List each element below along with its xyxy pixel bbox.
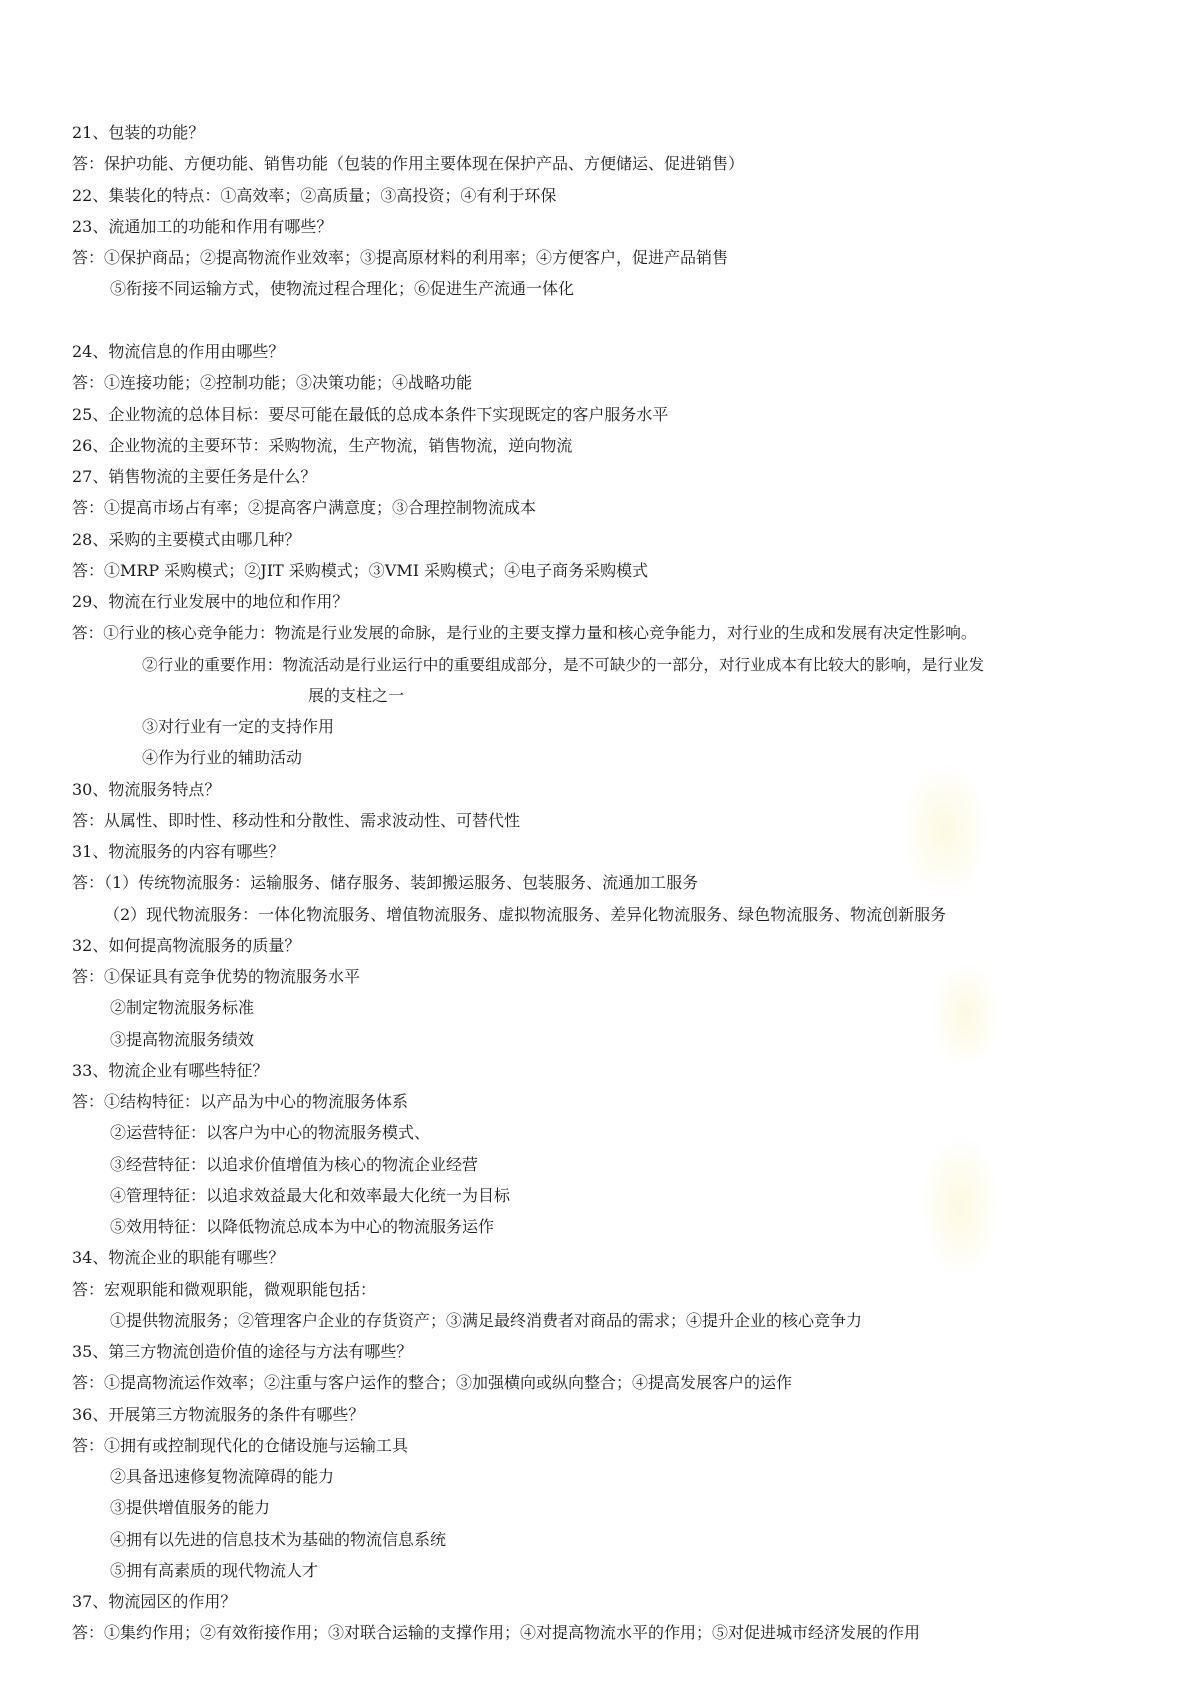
question-line: 32、如何提高物流服务的质量？ xyxy=(72,936,301,955)
answer-line: 答：①提高市场占有率；②提高客户满意度；③合理控制物流成本 xyxy=(72,498,537,517)
answer-line: 答：从属性、即时性、移动性和分散性、需求波动性、可替代性 xyxy=(72,811,521,830)
answer-line: 答：①结构特征：以产品为中心的物流服务体系 xyxy=(72,1092,409,1111)
answer-line: ⑤拥有高素质的现代物流人才 xyxy=(110,1561,319,1580)
answer-line: （2）现代物流服务：一体化物流服务、增值物流服务、虚拟物流服务、差异化物流服务、绿色物流服务、物流创新服务 xyxy=(104,905,947,924)
answer-line: ②运营特征：以客户为中心的物流服务模式、 xyxy=(110,1123,431,1142)
answer-line: ④作为行业的辅助活动 xyxy=(142,748,303,767)
answer-line: ⑤衔接不同运输方式，使物流过程合理化；⑥促进生产流通一体化 xyxy=(110,279,575,298)
answer-line: ④拥有以先进的信息技术为基础的物流信息系统 xyxy=(110,1530,447,1549)
question-line: 24、物流信息的作用由哪些？ xyxy=(72,342,285,361)
question-line: 35、第三方物流创造价值的途径与方法有哪些？ xyxy=(72,1342,413,1361)
answer-line: ②行业的重要作用：物流活动是行业运行中的重要组成部分，是不可缺少的一部分，对行业成本有比较大的影响，是行业发 xyxy=(142,656,985,674)
answer-line: ④管理特征：以追求效益最大化和效率最大化统一为目标 xyxy=(110,1186,511,1205)
answer-line: ③对行业有一定的支持作用 xyxy=(142,717,335,736)
answer-line: 答：①保护商品；②提高物流作业效率；③提高原材料的利用率；④方便客户，促进产品销售 xyxy=(72,248,729,267)
answer-line: 答：①提高物流运作效率；②注重与客户运作的整合；③加强横向或纵向整合；④提高发展客户的运作 xyxy=(72,1373,793,1392)
question-line: 36、开展第三方物流服务的条件有哪些？ xyxy=(72,1405,365,1424)
answer-line: 答：宏观职能和微观职能，微观职能包括： xyxy=(72,1280,377,1299)
question-line: 27、销售物流的主要任务是什么？ xyxy=(72,467,317,486)
answer-line: 答：①连接功能；②控制功能；③决策功能；④战略功能 xyxy=(72,373,473,392)
paper-stain xyxy=(920,1130,1000,1280)
answer-line: 答：保护功能、方便功能、销售功能（包装的作用主要体现在保护产品、方便储运、促进销售） xyxy=(72,154,745,173)
answer-line: 答：①MRP 采购模式；②JIT 采购模式；③VMI 采购模式；④电子商务采购模式 xyxy=(72,561,649,580)
question-line: 26、企业物流的主要环节：采购物流，生产物流，销售物流，逆向物流 xyxy=(72,436,573,455)
answer-line: ①提供物流服务；②管理客户企业的存货资产；③满足最终消费者对商品的需求；④提升企业的核心竞争力 xyxy=(110,1311,863,1330)
question-line: 22、集装化的特点：①高效率；②高质量；③高投资；④有利于环保 xyxy=(72,186,557,205)
answer-line: ②具备迅速修复物流障碍的能力 xyxy=(110,1467,335,1486)
answer-line: ③提高物流服务绩效 xyxy=(110,1030,255,1049)
question-line: 28、采购的主要模式由哪几种？ xyxy=(72,530,301,549)
question-line: 34、物流企业的职能有哪些？ xyxy=(72,1248,285,1267)
question-line: 29、物流在行业发展中的地位和作用？ xyxy=(72,592,349,611)
answer-line: 答：①拥有或控制现代化的仓储设施与运输工具 xyxy=(72,1436,409,1455)
question-line: 30、物流服务特点？ xyxy=(72,780,221,799)
answer-line: ②制定物流服务标准 xyxy=(110,998,255,1017)
answer-line: ⑤效用特征：以降低物流总成本为中心的物流服务运作 xyxy=(110,1217,495,1236)
paper-stain xyxy=(900,760,990,900)
paper-stain xyxy=(930,960,1000,1070)
question-line: 21、包装的功能？ xyxy=(72,123,205,142)
question-line: 31、物流服务的内容有哪些？ xyxy=(72,842,285,861)
answer-line: 答：（1）传统物流服务：运输服务、储存服务、装卸搬运服务、包装服务、流通加工服务 xyxy=(72,873,699,892)
answer-line: ③经营特征：以追求价值增值为核心的物流企业经营 xyxy=(110,1155,479,1174)
question-line: 37、物流园区的作用？ xyxy=(72,1592,237,1611)
question-line: 33、物流企业有哪些特征？ xyxy=(72,1061,269,1080)
answer-line: 答：①集约作用；②有效衔接作用；③对联合运输的支撑作用；④对提高物流水平的作用；⑤对促进城市经济发展的作用 xyxy=(72,1623,921,1642)
answer-line: 展的支柱之一 xyxy=(308,686,405,705)
question-line: 23、流通加工的功能和作用有哪些？ xyxy=(72,217,333,236)
answer-line: 答：①行业的核心竞争能力：物流是行业发展的命脉，是行业的主要支撑力量和核心竞争能力，对行业的生成和发展有决定性影响。 xyxy=(72,624,977,642)
answer-line: ③提供增值服务的能力 xyxy=(110,1498,271,1517)
answer-line: 答：①保证具有竞争优势的物流服务水平 xyxy=(72,967,361,986)
question-line: 25、企业物流的总体目标：要尽可能在最低的总成本条件下实现既定的客户服务水平 xyxy=(72,405,669,424)
